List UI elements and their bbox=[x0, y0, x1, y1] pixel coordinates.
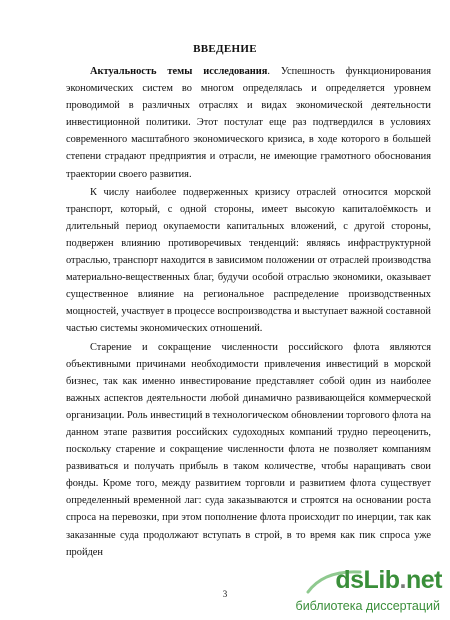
document-body bbox=[66, 62, 431, 561]
paragraph-1-text: . Успешность функционирования экономических систем во многом определялась и определяется уровнем проводимой в различных отраслях и видах экономической деятельности инвестиционной политики. Этот постулат еще раз подтвердился в условиях современного масштабного экономического кризиса, в ходе которого в большей степени страдают предприятия и отрасли, не имеющие грамотного обоснования траектории своего развития. bbox=[66, 66, 431, 180]
paragraph-1 bbox=[66, 63, 431, 183]
watermark-logo bbox=[335, 566, 442, 596]
watermark bbox=[292, 566, 442, 616]
page-title: ВВЕДЕНИЕ bbox=[193, 43, 257, 55]
watermark-logo-dot: . bbox=[399, 566, 406, 594]
watermark-logo-tld: net bbox=[406, 566, 442, 594]
page-number: 3 bbox=[222, 589, 228, 599]
paragraph-1-lead: Актуальность темы исследования bbox=[90, 66, 268, 77]
paragraph-2: К числу наиболее подверженных кризису отраслей относится морской транспорт, который, с одной стороны, имеет высокую капиталоёмкость и длительный период окупаемости капитальных вложений, с другой стороны, подвержен влиянию противоречивых тенденций: являясь инфраструктурной отраслью, транспорт находится в зависимом положении от отраслей производства материально-вещественных благ, будучи особой отраслью экономики, оказывает существенное влияние на региональное распределение производственных мощностей, участвует в процессе воспроизводства и выступает важной составной частью системы экономических отношений. bbox=[66, 186, 431, 335]
watermark-logo-main: dsLib bbox=[335, 566, 400, 594]
paragraph-3: Старение и сокращение численности российского флота являются объективными причинами необходимости привлечения инвестиций в морской бизнес, так как именно инвестирование представляет собой один из наиболее важных аспектов деятельности любой динамично развивающейся коммерческой организации. Роль инвестиций в технологическом обновлении торгового флота на данном этапе развития российских судоходных компаний трудно переоценить, поскольку старение и сокращение численности флота не позволяет компаниям развиваться и получать прибыль в таком количестве, чтобы наращивать свои фонды. Кроме того, между развитием торговли и развитием флота существует определенный временной лаг: суда заказываются и строятся на основании роста спроса на перевозки, при этом пополнение флота происходит по инерции, так как заказанные суда продолжают вступать в строй, в то время как пик спроса уже пройден bbox=[66, 341, 431, 558]
watermark-subtitle: библиотека диссертаций bbox=[295, 599, 440, 613]
